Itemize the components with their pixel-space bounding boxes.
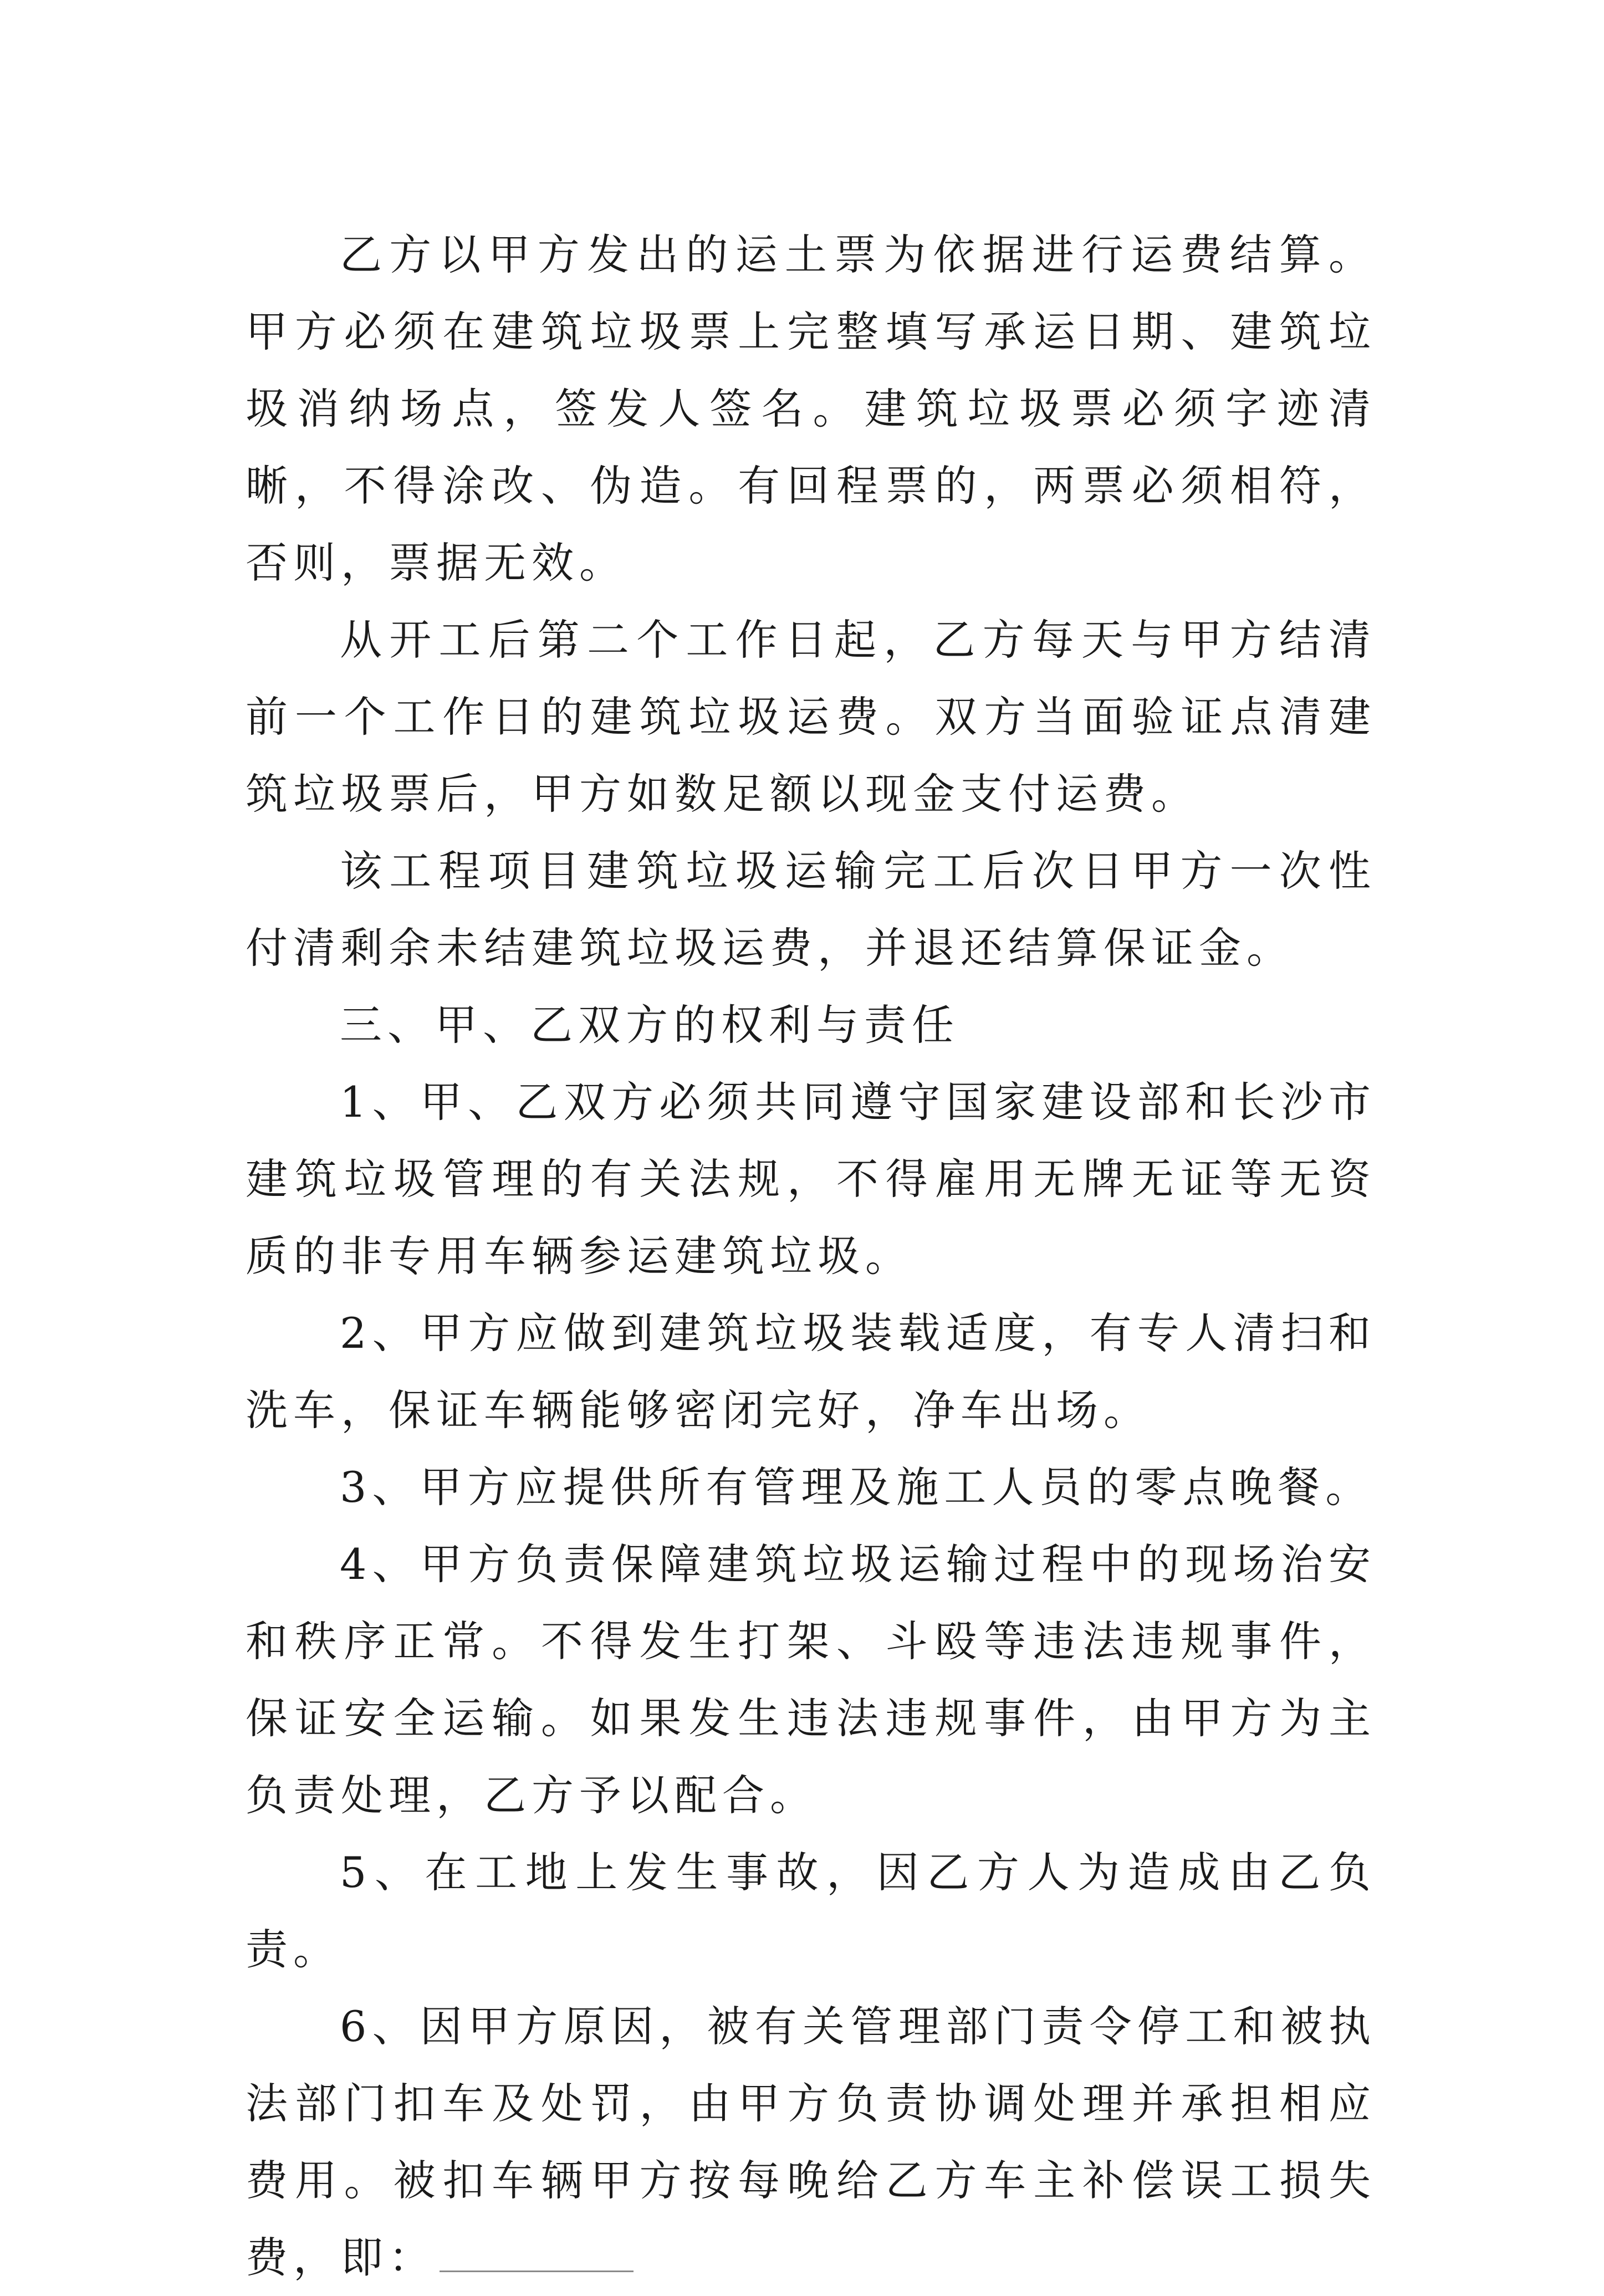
clause-3: 3、甲方应提供所有管理及施工人员的零点晚餐。 — [340, 1463, 1373, 1512]
paragraph-settlement-basis: 乙方以甲方发出的运土票为依据进行运费结算。甲方必须在建筑垃圾票上完整填写承运日期、建筑垃圾消纳场点，签发人签名。建筑垃圾票必须字迹清晰，不得涂改、伪造。有回程票的，两票必须相符，否则，票据无效。 — [246, 230, 1376, 587]
section-heading-rights-duties: 三、甲、乙双方的权利与责任 — [340, 1000, 959, 1050]
clause-2: 2、甲方应做到建筑垃圾装载适度，有专人清扫和洗车，保证车辆能够密闭完好，净车出场。 — [246, 1308, 1376, 1435]
paragraph-daily-settlement: 从开工后第二个工作日起，乙方每天与甲方结清前一个工作日的建筑垃圾运费。双方当面验证点清建筑垃圾票后，甲方如数足额以现金支付运费。 — [246, 615, 1376, 819]
paragraph-final-payment: 该工程项目建筑垃圾运输完工后次日甲方一次性付清剩余未结建筑垃圾运费，并退还结算保证金。 — [246, 846, 1376, 973]
clause-1: 1、甲、乙双方必须共同遵守国家建设部和长沙市建筑垃圾管理的有关法规，不得雇用无牌无证等无资质的非专用车辆参运建筑垃圾。 — [246, 1077, 1376, 1281]
fill-in-blank — [440, 2232, 634, 2272]
clause-5: 5、在工地上发生事故，因乙方人为造成由乙负责。 — [246, 1848, 1376, 1974]
document-body — [246, 216, 1376, 2296]
clause-6 — [246, 1988, 1376, 2296]
clause-6-text: 6、因甲方原因，被有关管理部门责令停工和被执法部门扣车及处罚，由甲方负责协调处理并承担相应费用。被扣车辆甲方按每晚给乙方车主补偿误工损失费，即： — [246, 2002, 1376, 2282]
clause-4: 4、甲方负责保障建筑垃圾运输过程中的现场治安和秩序正常。不得发生打架、斗殴等违法违规事件，保证安全运输。如果发生违法违规事件，由甲方为主负责处理，乙方予以配合。 — [246, 1540, 1376, 1820]
